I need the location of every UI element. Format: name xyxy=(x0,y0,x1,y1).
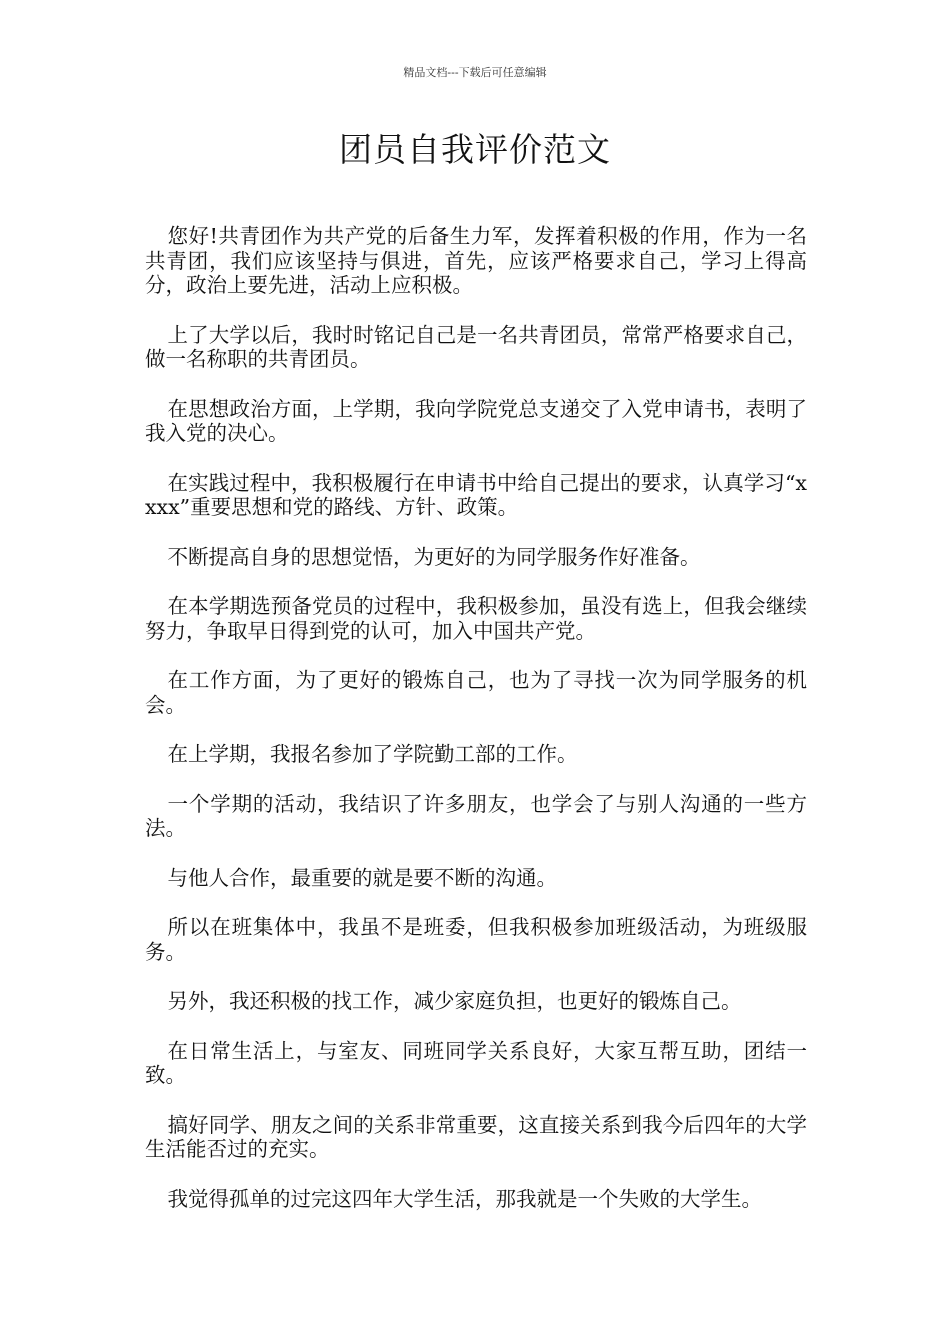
paragraph: 另外，我还积极的找工作，减少家庭负担，也更好的锻炼自己。 xyxy=(167,989,742,1013)
paragraph: 所以在班集体中，我虽不是班委，但我积极参加班级活动，为班级服务。 xyxy=(145,915,807,964)
paragraph: 在日常生活上，与室友、同班同学关系良好，大家互帮互助，团结一致。 xyxy=(145,1038,807,1087)
paragraph: 在本学期选预备党员的过程中，我积极参加，虽没有选上，但我会继续努力，争取早日得到党的认可，加入中国共产党。 xyxy=(145,594,807,643)
paragraph: 在思想政治方面，上学期，我向学院党总支递交了入党申请书，表明了我入党的决心。 xyxy=(145,396,807,445)
paragraph: 一个学期的活动，我结识了许多朋友，也学会了与别人沟通的一些方法。 xyxy=(145,791,807,840)
paragraph: 搞好同学、朋友之间的关系非常重要，这直接关系到我今后四年的大学生活能否过的充实。 xyxy=(145,1112,807,1161)
document-title: 团员自我评价范文 xyxy=(339,130,611,169)
document-body xyxy=(145,224,807,1236)
paragraph: 在实践过程中，我积极履行在申请书中给自己提出的要求，认真学习“xxxx”重要思想和党的路线、方针、政策。 xyxy=(145,470,807,519)
paragraph: 与他人合作，最重要的就是要不断的沟通。 xyxy=(167,865,558,890)
paragraph: 我觉得孤单的过完这四年大学生活，那我就是一个失败的大学生。 xyxy=(167,1186,763,1211)
paragraph: 上了大学以后，我时时铭记自己是一名共青团员，常常严格要求自己，做一名称职的共青团员。 xyxy=(145,322,807,371)
paragraph: 在上学期，我报名参加了学院勤工部的工作。 xyxy=(167,742,578,766)
paragraph: 在工作方面，为了更好的锻炼自己，也为了寻找一次为同学服务的机会。 xyxy=(145,668,807,717)
paragraph: 不断提高自身的思想觉悟，为更好的为同学服务作好准备。 xyxy=(167,544,701,569)
header-note: 精品文档---下载后可任意编辑 xyxy=(403,66,547,79)
paragraph: 您好!共青团作为共产党的后备生力军，发挥着积极的作用，作为一名共青团，我们应该坚持与俱进，首先，应该严格要求自己，学习上得高分，政治上要先进，活动上应积极。 xyxy=(145,224,807,297)
